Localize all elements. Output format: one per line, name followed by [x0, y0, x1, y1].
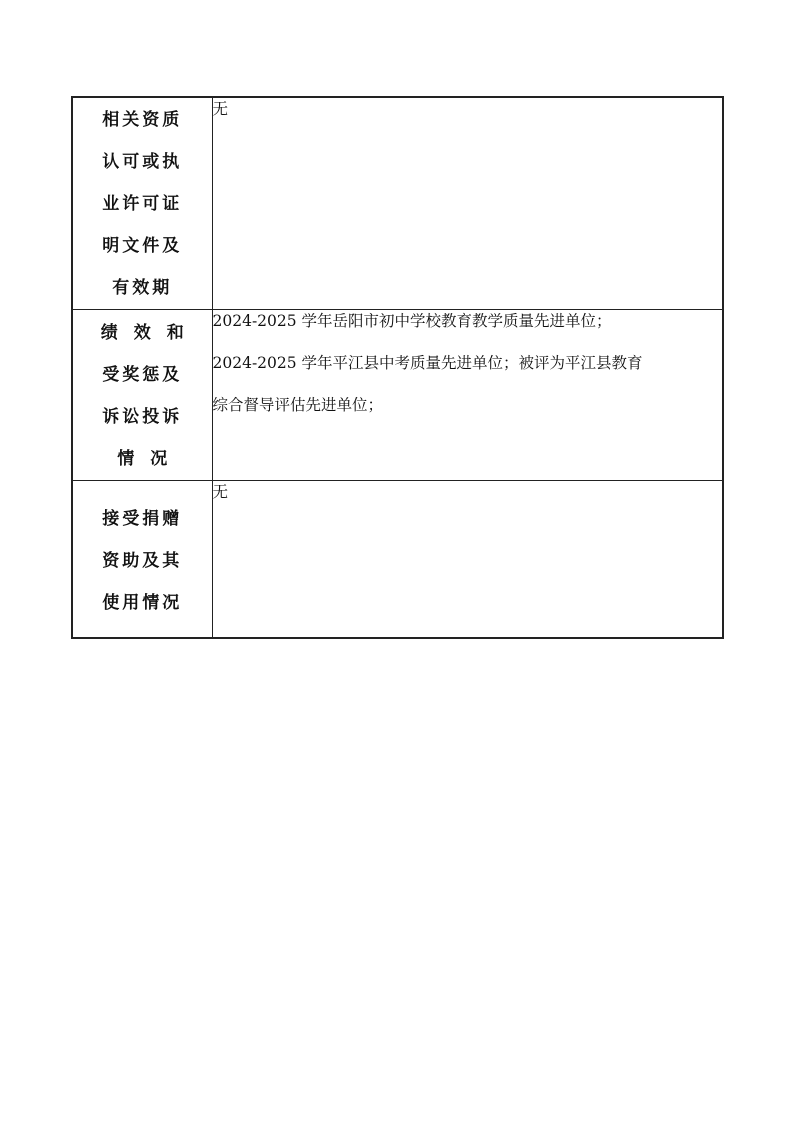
qualification-label-line: 有效期: [112, 278, 173, 298]
performance-value-cell: [212, 310, 723, 481]
performance-label-line: 诉讼投诉: [102, 407, 183, 427]
qualification-value-text: 无: [212, 100, 229, 118]
qualification-label-cell: [72, 97, 212, 310]
performance-label-line: 受奖惩及: [102, 365, 183, 385]
table-row-qualification: [72, 97, 723, 310]
donations-value-text: 无: [212, 483, 229, 501]
performance-label-line: 情况: [117, 449, 184, 469]
performance-value-line: 2024-2025 学年岳阳市初中学校教育教学质量先进单位；: [212, 312, 612, 330]
qualification-value-cell: [212, 97, 723, 310]
qualification-label-line: 业许可证: [102, 194, 183, 214]
performance-label-line: 绩效和: [100, 323, 200, 343]
qualification-label-line: 相关资质: [102, 110, 183, 130]
donations-label-cell: [72, 481, 212, 639]
donations-label-line: 资助及其: [102, 551, 183, 571]
donations-value-cell: [212, 481, 723, 639]
performance-label-cell: [72, 310, 212, 481]
qualification-label-line: 认可或执: [102, 152, 183, 172]
performance-value-line: 综合督导评估先进单位；: [212, 396, 384, 414]
info-table: [71, 96, 724, 639]
donations-label-line: 接受捐赠: [102, 509, 183, 529]
qualification-label-line: 明文件及: [102, 236, 183, 256]
table-row-performance: [72, 310, 723, 481]
donations-label-line: 使用情况: [102, 593, 183, 613]
table-row-donations: [72, 481, 723, 639]
performance-value-line: 2024-2025 学年平江县中考质量先进单位；被评为平江县教育: [212, 354, 643, 372]
